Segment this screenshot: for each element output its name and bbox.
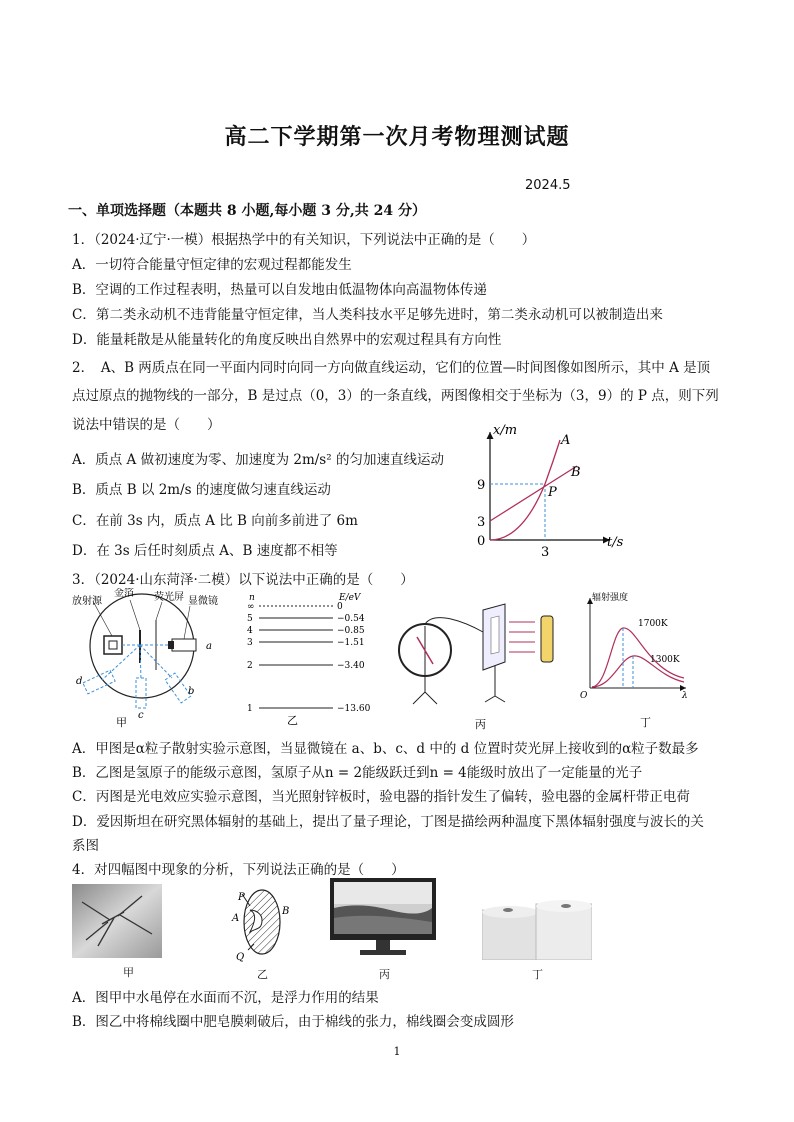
intensity-label: 辐射强度 bbox=[592, 593, 629, 603]
caption-q4-jia: 甲 bbox=[123, 966, 134, 979]
caption-jia: 甲 bbox=[116, 716, 127, 728]
energy-level-n: 1 bbox=[247, 704, 253, 714]
q3-stem: 3．（2024·山东菏泽·二模）以下说法中正确的是（ ） bbox=[72, 572, 414, 588]
energy-level-n: 5 bbox=[247, 614, 253, 624]
page-title: 高二下学期第一次月考物理测试题 bbox=[224, 124, 570, 150]
label-b-film: B bbox=[282, 906, 290, 917]
energy-level-value: 0 bbox=[337, 602, 343, 612]
q2-stem-3: 说法中错误的是（ ） bbox=[72, 417, 221, 433]
y-tick-9: 9 bbox=[477, 478, 486, 493]
label-foil: 金箔 bbox=[114, 588, 134, 599]
label-b: b bbox=[188, 686, 195, 697]
t2-label: 1300K bbox=[650, 655, 680, 665]
lambda-label: λ bbox=[682, 691, 688, 701]
caption-q4-bing: 丙 bbox=[379, 968, 390, 981]
q1-option-a: A．一切符合能量守恒定律的宏观过程都能发生 bbox=[72, 257, 352, 273]
q1-option-c: C．第二类永动机不违背能量守恒定律，当人类科技水平足够先进时，第二类永动机可以被制造出来 bbox=[72, 307, 663, 323]
q2-option-b: B．质点 B 以 2m/s 的速度做匀速直线运动 bbox=[72, 482, 331, 498]
energy-level-value: −13.60 bbox=[337, 704, 371, 714]
label-c: c bbox=[138, 710, 144, 721]
origin-o: O bbox=[580, 691, 588, 701]
q2-option-d: D．在 3s 后任时刻质点 A、B 速度都不相等 bbox=[72, 543, 338, 559]
water-strider-image bbox=[72, 884, 162, 958]
energy-level-value: −1.51 bbox=[337, 638, 365, 648]
curve-a-label: A bbox=[561, 433, 571, 448]
x-axis-label: t/s bbox=[607, 535, 624, 550]
caption-bing: 丙 bbox=[475, 718, 486, 731]
caption-ding: 丁 bbox=[640, 716, 651, 729]
e-label: E/eV bbox=[339, 593, 361, 603]
q2-stem-2: 点过原点的抛物线的一部分，B 是过点（0，3）的一条直线，两图像相交于坐标为（3，9）的 P 点，则下列 bbox=[72, 388, 719, 404]
photoelectric-figure bbox=[395, 592, 565, 732]
line-b bbox=[490, 466, 577, 521]
energy-level-n: ∞ bbox=[247, 602, 255, 612]
point-p-label: P bbox=[548, 485, 557, 500]
q1-option-b: B．空调的工作过程表明，热量可以自发地由低温物体向高温物体传递 bbox=[72, 282, 487, 298]
q3-option-d-2: 系图 bbox=[72, 838, 99, 854]
page-number: 1 bbox=[393, 1045, 401, 1058]
section-heading: 一、单项选择题（本题共 8 小题,每小题 3 分,共 24 分） bbox=[68, 203, 426, 219]
q4-option-a: A．图甲中水黾停在水面而不沉，是浮力作用的结果 bbox=[72, 990, 379, 1006]
label-a-film: A bbox=[232, 913, 240, 924]
energy-level-n: 3 bbox=[247, 638, 253, 648]
origin-label: 0 bbox=[477, 534, 486, 549]
n-label: n bbox=[249, 593, 255, 603]
q2-option-c: C．在前 3s 内，质点 A 比 B 向前多前进了 6m bbox=[72, 513, 358, 529]
x-tick-3: 3 bbox=[541, 545, 550, 560]
label-screen: 荧光屏 bbox=[154, 592, 184, 603]
energy-level-value: −3.40 bbox=[337, 661, 365, 671]
q1-option-d: D．能量耗散是从能量转化的角度反映出自然界中的宏观过程具有方向性 bbox=[72, 332, 502, 348]
t1-label: 1700K bbox=[638, 619, 668, 629]
q3-option-b: B．乙图是氢原子的能级示意图，氢原子从n = 2能级跃迁到n = 4能级时放出了一定能量的光子 bbox=[72, 765, 643, 781]
blackbody-figure bbox=[578, 590, 698, 730]
y-axis-label: x/m bbox=[493, 423, 518, 438]
lead-blocks-image bbox=[482, 896, 592, 960]
energy-level-value: −0.54 bbox=[337, 614, 365, 624]
energy-level-value: −0.85 bbox=[337, 626, 365, 636]
q3-option-a: A．甲图是α粒子散射实验示意图，当显微镜在 a、b、c、d 中的 d 位置时荧光屏上接收到的α粒子数最多 bbox=[72, 741, 699, 757]
q2-stem-1: 2． A、B 两质点在同一平面内同时向同一方向做直线运动，它们的位置—时间图像如图所示，其中 A 是顶 bbox=[72, 360, 711, 376]
q4-option-b: B．图乙中将棉线圈中肥皂膜刺破后，由于棉线的张力，棉线圈会变成圆形 bbox=[72, 1014, 514, 1030]
soap-film-figure bbox=[228, 884, 298, 964]
alpha-scattering-figure bbox=[72, 588, 222, 728]
energy-level-n: 2 bbox=[247, 661, 253, 671]
caption-q4-ding: 丁 bbox=[532, 968, 543, 981]
label-q: Q bbox=[236, 952, 245, 963]
caption-yi: 乙 bbox=[287, 714, 298, 727]
q1-stem: 1．（2024·辽宁·一模）根据热学中的有关知识，下列说法中正确的是（ ） bbox=[72, 232, 536, 248]
q2-option-a: A．质点 A 做初速度为零、加速度为 2m/s² 的匀加速直线运动 bbox=[72, 452, 444, 468]
monitor-image bbox=[330, 878, 440, 960]
y-tick-3: 3 bbox=[477, 515, 486, 530]
label-a: a bbox=[206, 641, 212, 652]
energy-level-figure bbox=[243, 590, 373, 730]
label-d: d bbox=[76, 676, 83, 687]
caption-q4-yi: 乙 bbox=[257, 968, 268, 981]
q3-option-d-1: D．爱因斯坦在研究黑体辐射的基础上，提出了量子理论，丁图是描绘两种温度下黑体辐射强度与波长的关 bbox=[72, 814, 704, 830]
energy-level-n: 4 bbox=[247, 626, 253, 636]
label-microscope: 显微镜 bbox=[188, 596, 218, 607]
line-b-label: B bbox=[571, 465, 581, 480]
xt-graph bbox=[465, 422, 635, 562]
label-p: P bbox=[238, 892, 245, 903]
exam-date: 2024.5 bbox=[525, 178, 571, 193]
label-source: 放射源 bbox=[72, 596, 102, 607]
q3-option-c: C．丙图是光电效应实验示意图，当光照射锌板时，验电器的指针发生了偏转，验电器的金属杆带正电荷 bbox=[72, 789, 690, 805]
q4-stem: 4．对四幅图中现象的分析，下列说法正确的是（ ） bbox=[72, 862, 405, 878]
